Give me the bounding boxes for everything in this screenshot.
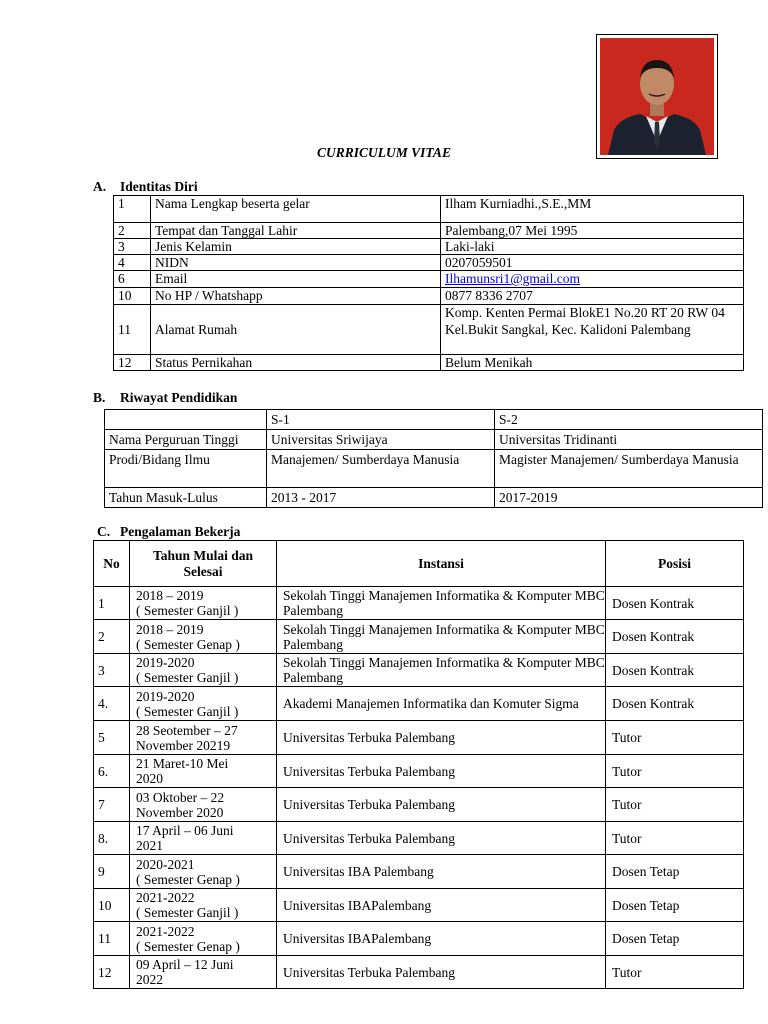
- period-line-1: 2019-2020: [136, 655, 195, 670]
- section-a-title: Identitas Diri: [120, 179, 198, 194]
- period-line-2: 2021: [136, 838, 163, 853]
- period-line-2: 2022: [136, 972, 163, 987]
- row-value: Palembang,07 Mei 1995: [441, 223, 744, 239]
- table-row: [114, 239, 744, 255]
- table-row: [114, 223, 744, 239]
- period-line-2: ( Semester Ganjil ): [136, 670, 239, 685]
- row-s1: Universitas Sriwijaya: [267, 430, 495, 450]
- education-table: [104, 409, 763, 508]
- row-posisi: Dosen Kontrak: [606, 620, 744, 654]
- period-line-1: 2021-2022: [136, 923, 195, 939]
- row-posisi: Tutor: [606, 721, 744, 755]
- period-line-2: ( Semester Genap ): [136, 636, 240, 652]
- table-row: [94, 620, 744, 654]
- row-no: 11: [94, 922, 130, 956]
- row-no: 1: [114, 196, 151, 223]
- column-header-no: No: [94, 541, 130, 587]
- row-no: 7: [94, 788, 130, 822]
- row-value: Belum Menikah: [441, 355, 744, 371]
- section-a-letter: A.: [93, 179, 107, 194]
- row-instansi: Universitas Terbuka Palembang: [277, 956, 606, 989]
- row-no: 6.: [94, 755, 130, 788]
- period-line-1: 28 Seotember – 27: [136, 722, 238, 738]
- row-period: [130, 721, 277, 755]
- period-line-1: 2018 – 2019: [136, 588, 204, 603]
- row-period: [130, 889, 277, 922]
- row-no: 4.: [94, 687, 130, 721]
- row-posisi: Dosen Kontrak: [606, 687, 744, 721]
- portrait-image: [600, 38, 714, 155]
- row-posisi: Tutor: [606, 788, 744, 822]
- row-no: 9: [94, 855, 130, 889]
- column-header-s2: S-2: [495, 410, 763, 430]
- row-label: Email: [151, 271, 441, 288]
- period-line-2: 2020: [136, 771, 163, 786]
- row-posisi: Dosen Kontrak: [606, 587, 744, 620]
- section-a-heading: [93, 179, 198, 195]
- row-s2: 2017-2019: [495, 488, 763, 508]
- row-instansi: Sekolah Tinggi Manajemen Informatika & Komputer MBC Palembang: [277, 620, 606, 654]
- row-instansi: Universitas Terbuka Palembang: [277, 788, 606, 822]
- period-line-2: ( Semester Ganjil ): [136, 703, 239, 719]
- table-row: [114, 288, 744, 305]
- row-label: Nama Lengkap beserta gelar: [151, 196, 441, 223]
- period-line-1: 09 April – 12 Juni: [136, 957, 234, 972]
- row-no: 10: [94, 889, 130, 922]
- row-no: 12: [114, 355, 151, 371]
- row-s2: Magister Manajemen/ Sumberdaya Manusia: [495, 450, 763, 488]
- period-line-2: November 20219: [136, 737, 231, 753]
- table-header-row: [94, 541, 744, 587]
- period-line-1: 2021-2022: [136, 890, 195, 905]
- row-value: Ilham Kurniadhi.,S.E.,MM: [441, 196, 744, 223]
- section-b-title: Riwayat Pendidikan: [120, 390, 238, 405]
- table-row: [94, 654, 744, 687]
- row-no: 10: [114, 288, 151, 305]
- column-header-s1: S-1: [267, 410, 495, 430]
- row-posisi: Dosen Kontrak: [606, 654, 744, 687]
- row-period: [130, 620, 277, 654]
- column-header-empty: [105, 410, 267, 430]
- row-instansi: Universitas Terbuka Palembang: [277, 822, 606, 855]
- row-instansi: Akademi Manajemen Informatika dan Komuter Sigma: [277, 687, 606, 721]
- row-s1: 2013 - 2017: [267, 488, 495, 508]
- row-value: 0877 8336 2707: [441, 288, 744, 305]
- table-row: [94, 587, 744, 620]
- section-c-heading: [97, 524, 240, 540]
- row-instansi: Universitas IBAPalembang: [277, 922, 606, 956]
- row-instansi: Sekolah Tinggi Manajemen Informatika & Komputer MBC Palembang: [277, 587, 606, 620]
- row-no: 8.: [94, 822, 130, 855]
- row-no: 5: [94, 721, 130, 755]
- row-period: [130, 587, 277, 620]
- section-c-letter: C.: [97, 524, 111, 539]
- row-no: 2: [114, 223, 151, 239]
- row-s2: Universitas Tridinanti: [495, 430, 763, 450]
- period-line-2: ( Semester Ganjil ): [136, 905, 239, 920]
- row-no: 3: [94, 654, 130, 687]
- row-instansi: Universitas IBAPalembang: [277, 889, 606, 922]
- period-line-1: 2018 – 2019: [136, 621, 204, 637]
- row-period: [130, 922, 277, 956]
- period-line-1: 21 Maret-10 Mei: [136, 756, 229, 771]
- period-line-1: 2019-2020: [136, 688, 195, 704]
- column-header-instansi: Instansi: [277, 541, 606, 587]
- document-title: CURRICULUM VITAE: [317, 145, 451, 160]
- row-no: 2: [94, 620, 130, 654]
- table-row: [105, 450, 763, 488]
- period-line-2: November 2020: [136, 804, 224, 820]
- row-posisi: Dosen Tetap: [606, 889, 744, 922]
- table-row: [94, 788, 744, 822]
- row-instansi: Universitas Terbuka Palembang: [277, 755, 606, 788]
- row-label: Jenis Kelamin: [151, 239, 441, 255]
- row-label: Nama Perguruan Tinggi: [105, 430, 267, 450]
- row-value: 0207059501: [441, 255, 744, 271]
- table-row: [94, 687, 744, 721]
- row-s1: Manajemen/ Sumberdaya Manusia: [267, 450, 495, 488]
- work-experience-table: [93, 540, 744, 989]
- row-period: [130, 687, 277, 721]
- row-posisi: Dosen Tetap: [606, 855, 744, 889]
- row-posisi: Tutor: [606, 755, 744, 788]
- table-row: [114, 196, 744, 223]
- section-b-heading: [93, 390, 237, 406]
- table-row: [94, 822, 744, 855]
- table-row: [94, 755, 744, 788]
- row-posisi: Dosen Tetap: [606, 922, 744, 956]
- column-header-posisi: Posisi: [606, 541, 744, 587]
- row-no: 11: [114, 305, 151, 355]
- table-row: [114, 355, 744, 371]
- row-no: 1: [94, 587, 130, 620]
- table-row: [105, 488, 763, 508]
- row-instansi: Universitas IBA Palembang: [277, 855, 606, 889]
- row-period: [130, 755, 277, 788]
- row-label: Prodi/Bidang Ilmu: [105, 450, 267, 488]
- table-row: [94, 889, 744, 922]
- table-row: [114, 271, 744, 288]
- row-period: [130, 788, 277, 822]
- email-link[interactable]: Ilhamunsri1@gmail.com: [445, 271, 581, 286]
- table-row: [105, 410, 763, 430]
- identity-table: [113, 195, 744, 371]
- row-no: 3: [114, 239, 151, 255]
- column-header-period: Tahun Mulai dan Selesai: [130, 541, 277, 587]
- period-line-2: ( Semester Genap ): [136, 871, 240, 887]
- table-row: [114, 305, 744, 355]
- period-line-1: 17 April – 06 Juni: [136, 823, 234, 838]
- table-row: [105, 430, 763, 450]
- profile-photo: [596, 34, 718, 159]
- row-label: NIDN: [151, 255, 441, 271]
- row-no: 6: [114, 271, 151, 288]
- table-row: [94, 956, 744, 989]
- row-instansi: Sekolah Tinggi Manajemen Informatika & Komputer MBC Palembang: [277, 654, 606, 687]
- period-line-1: 03 Oktober – 22: [136, 789, 225, 805]
- row-no: 12: [94, 956, 130, 989]
- table-row: [94, 855, 744, 889]
- row-value: Komp. Kenten Permai BlokE1 No.20 RT 20 RW 04 Kel.Bukit Sangkal, Kec. Kalidoni Palembang: [441, 305, 744, 355]
- row-period: [130, 822, 277, 855]
- row-instansi: Universitas Terbuka Palembang: [277, 721, 606, 755]
- table-row: [94, 922, 744, 956]
- row-value: [441, 271, 744, 288]
- row-label: No HP / Whatshapp: [151, 288, 441, 305]
- section-c-title: Pengalaman Bekerja: [120, 524, 241, 539]
- table-row: [94, 721, 744, 755]
- row-posisi: Tutor: [606, 956, 744, 989]
- row-period: [130, 855, 277, 889]
- row-label: Tempat dan Tanggal Lahir: [151, 223, 441, 239]
- row-no: 4: [114, 255, 151, 271]
- row-period: [130, 654, 277, 687]
- row-value: Laki-laki: [441, 239, 744, 255]
- section-b-letter: B.: [93, 390, 106, 405]
- row-label: Tahun Masuk-Lulus: [105, 488, 267, 508]
- row-label: Status Pernikahan: [151, 355, 441, 371]
- row-posisi: Tutor: [606, 822, 744, 855]
- period-line-2: ( Semester Ganjil ): [136, 603, 239, 618]
- table-row: [114, 255, 744, 271]
- row-label: Alamat Rumah: [151, 305, 441, 355]
- row-period: [130, 956, 277, 989]
- period-line-2: ( Semester Genap ): [136, 938, 240, 954]
- period-line-1: 2020-2021: [136, 856, 195, 872]
